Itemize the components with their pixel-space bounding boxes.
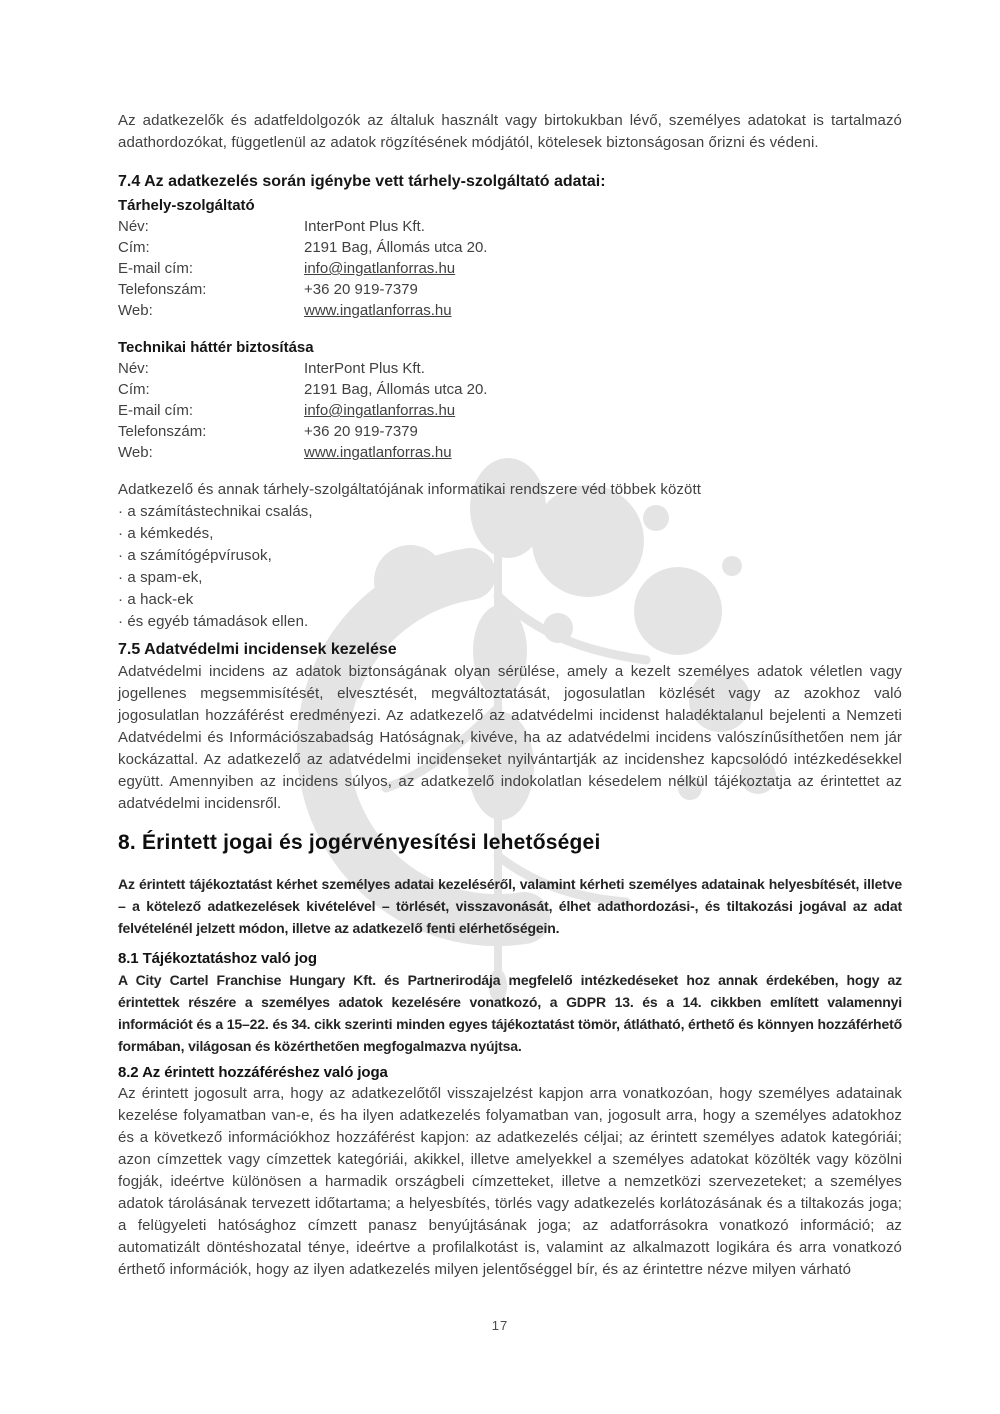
heading-7-4: 7.4 Az adatkezelés során igénybe vett tárhely-szolgáltató adatai:: [118, 173, 606, 190]
page-number: 17: [491, 1318, 509, 1333]
page-content: [118, 110, 902, 1281]
paragraph-7-5: Adatvédelmi incidens az adatok biztonságának olyan sérülése, amely a kezelt személyes adatok véletlen vagy jogellenes megsemmisítését, elvesztését, megváltoztatását, jogosulatlan közlését vagy az azokhoz való jogosulatlan hozzáférést eredményezi. Az adatkezelő az adatvédelmi incidenst haladéktalanul bejelenti a Nemzeti Adatvédelmi és Információszabadság Hatóságnak, kivéve, ha az adatvédelmi incidens valószínűsíthetően nem jár kockázattal. Az adatkezelő az adatvédelmi incidenseket nyilvántartják az incidenshez kapcsolódó intézkedésekkel együtt. Amennyiben az incidens súlyos, az adatkezelő indokolatlan késedelem nélkül tájékoztatja az érintettet az adatvédelmi incidensről.: [118, 663, 902, 812]
protection-intro: Adatkezelő és annak tárhely-szolgáltatójának informatikai rendszere véd többek között: [118, 481, 701, 498]
protection-item: · a spam-ek,: [118, 569, 203, 586]
contact-row: [118, 216, 902, 237]
contact-label: E-mail cím:: [118, 402, 193, 419]
contact-value: +36 20 919-7379: [304, 423, 418, 440]
contact-row: [118, 421, 902, 442]
web-link[interactable]: www.ingatlanforras.hu: [304, 444, 452, 461]
contact-label: Név:: [118, 218, 149, 235]
contact-row: [118, 279, 902, 300]
contact-value: InterPont Plus Kft.: [304, 218, 425, 235]
email-link[interactable]: info@ingatlanforras.hu: [304, 402, 456, 419]
contact-value: InterPont Plus Kft.: [304, 360, 425, 377]
contact-label: Telefonszám:: [118, 281, 207, 298]
contact-label: Cím:: [118, 381, 150, 398]
contact-label: Név:: [118, 360, 149, 377]
contact-value: +36 20 919-7379: [304, 281, 418, 298]
heading-7-5: 7.5 Adatvédelmi incidensek kezelése: [118, 641, 397, 658]
contact-label: Web:: [118, 444, 153, 461]
technical-contact-table: [118, 358, 902, 463]
protection-item: · a számítástechnikai csalás,: [118, 503, 313, 520]
contact-row: [118, 300, 902, 321]
hosting-block-title: Tárhely-szolgáltató: [118, 197, 255, 214]
contact-label: Cím:: [118, 239, 150, 256]
contact-row: [118, 442, 902, 463]
contact-row: [118, 358, 902, 379]
web-link[interactable]: www.ingatlanforras.hu: [304, 302, 452, 319]
contact-label: E-mail cím:: [118, 260, 193, 277]
heading-8: 8. Érintett jogai és jogérvényesítési lehetőségei: [118, 831, 601, 854]
heading-8-1: 8.1 Tájékoztatáshoz való jog: [118, 950, 317, 967]
protection-item: · a számítógépvírusok,: [118, 547, 272, 564]
contact-row: [118, 258, 902, 279]
contact-row: [118, 379, 902, 400]
contact-row: [118, 400, 902, 421]
hosting-contact-table: [118, 216, 902, 321]
heading-8-2: 8.2 Az érintett hozzáféréshez való joga: [118, 1064, 388, 1081]
email-link[interactable]: info@ingatlanforras.hu: [304, 260, 456, 277]
paragraph-8-2: Az érintett jogosult arra, hogy az adatkezelőtől visszajelzést kapjon arra vonatkozóan, hogy személyes adatainak kezelése folyamatban van-e, és ha ilyen adatkezelés folyamatban van, jogosult arra, hogy a személyes adatokhoz és a következő információkhoz hozzáférést kapjon: az adatkezelés céljai; az érintett személyes adatok kategóriái; azon címzettek vagy címzettek kategóriái, akikkel, illetve amelyekkel a személyes adatokat közölték vagy közölni fogják, ideértve különösen a harmadik országbeli címzetteket, illetve a nemzetközi szervezeteket; a személyes adatok tárolásának tervezett időtartama; a helyesbítés, törlés vagy adatkezelés korlátozásának és a tiltakozás joga; a felügyeleti hatósághoz címzett panasz benyújtásának joga; az adatforrásokra vonatkozó információ; az automatizált döntéshozatal ténye, ideértve a profilalkotást is, valamint az alkalmazott logikára és arra vonatkozó érthető információk, hogy az ilyen adatkezelés milyen jelentőséggel bír, és az érintettre nézve milyen várható: [118, 1085, 902, 1278]
paragraph-8-1: A City Cartel Franchise Hungary Kft. és Partnerirodája megfelelő intézkedéseket hoz annak érdekében, hogy az érintettek részére a személyes adatok kezelésére vonatkozó, a GDPR 13. és a 14. cikkben említett valamennyi információt és a 15–22. és 34. cikk szerinti minden egyes tájékoztatást tömör, átlátható, érthető és könnyen hozzáférhető formában, világosan és közérthetően megfogalmazva nyújtsa.: [118, 972, 903, 1054]
paragraph-8: Az érintett tájékoztatást kérhet személyes adatai kezeléséről, valamint kérheti személyes adatainak helyesbítését, illetve – a kötelező adatkezelések kivételével – törlését, visszavonását, élhet adathordozási-, és tiltakozási jogával az adat felvételénél jelzett módon, illetve az adatkezelő fenti elérhetőségein.: [118, 876, 902, 936]
technical-block-title: Technikai háttér biztosítása: [118, 339, 314, 356]
contact-value: 2191 Bag, Állomás utca 20.: [304, 239, 488, 256]
contact-row: [118, 237, 902, 258]
contact-label: Web:: [118, 302, 153, 319]
contact-label: Telefonszám:: [118, 423, 207, 440]
contact-value: 2191 Bag, Állomás utca 20.: [304, 381, 488, 398]
protection-item: · a hack-ek: [118, 591, 194, 608]
intro-paragraph: Az adatkezelők és adatfeldolgozók az általuk használt vagy birtokukban lévő, személyes adatokat is tartalmazó adathordozókat, függetlenül az adatok rögzítésének módjától, kötelesek biztonságosan őrizni és védeni.: [118, 112, 902, 151]
protection-item: · a kémkedés,: [118, 525, 214, 542]
protection-item: · és egyéb támadások ellen.: [118, 613, 309, 630]
protection-list: [118, 479, 902, 633]
